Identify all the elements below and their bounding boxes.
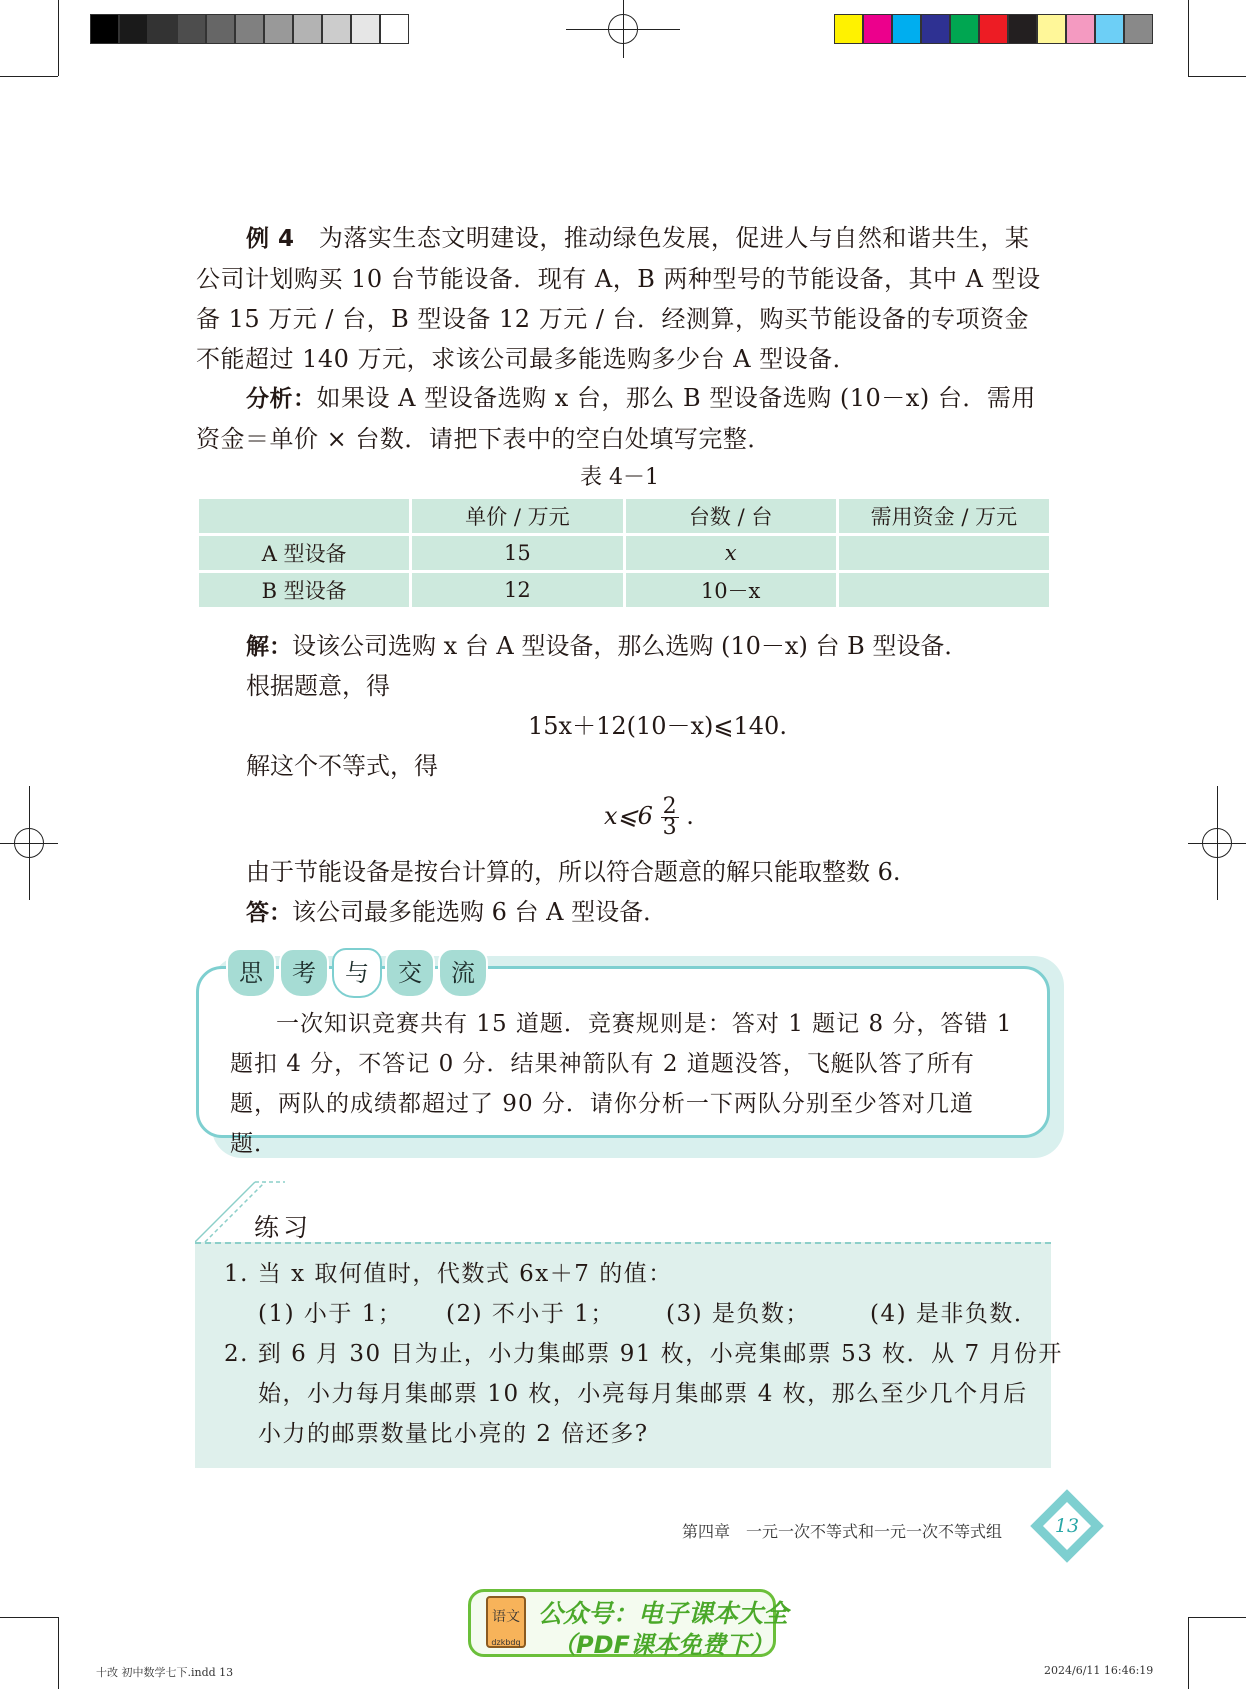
watermark-line-2: （PDF课本免费下） [552,1631,774,1659]
exercise-option: (2) 不小于 1； [446,1301,615,1327]
fraction-numerator: 2 [662,794,677,819]
fraction [661,794,679,840]
file-slug: 十改 初中数学七下.indd 13 [96,1666,234,1679]
table-header-cell: 需用资金 / 万元 [839,499,1049,533]
date-slug: 2024/6/11 16:46:19 [1044,1664,1154,1677]
watermark-line-1: 公众号：电子课本大全 [538,1599,789,1628]
exercise-question-2: 2. 到 6 月 30 日为止，小力集邮票 91 枚，小亮集邮票 53 枚．从 7 月份开 [224,1341,1063,1367]
grayscale-bar [90,14,409,44]
chapter-footer: 第四章 一元一次不等式和一元一次不等式组 [682,1522,1003,1541]
registration-mark [1217,786,1218,900]
crop-mark [0,76,58,77]
think-title-char: 考 [279,948,329,998]
table-header-cell [199,499,409,533]
book-icon-label: 语文 [492,1609,520,1625]
page-number: 13 [1054,1515,1080,1537]
solution-line [246,626,968,667]
solution-line: 由于节能设备是按台计算的，所以符合题意的解只能取整数 6. [246,858,901,886]
example-label: 例 4 [246,226,295,252]
answer-label: 答： [246,900,292,926]
table-row [199,536,1049,570]
solution-line: 解这个不等式，得 [246,752,438,780]
table-cell: 15 [412,536,622,570]
formula-result-prefix: x⩽6 [604,802,653,830]
book-icon [486,1596,526,1648]
answer-text: 该公司最多能选购 6 台 A 型设备． [292,898,668,926]
book-icon-sub: dzkbdq [491,1638,521,1647]
analysis-text: 如果设 A 型设备选购 x 台，那么 B 型设备选购 (10－x) 台．需用资金＝单价 × 台数．请把下表中的空白处填写完整． [196,384,1036,453]
crop-mark [1188,1617,1189,1689]
exercise-question-2-cont: 小力的邮票数量比小亮的 2 倍还多? [258,1421,649,1447]
table-cell: A 型设备 [199,536,409,570]
exercise-question-2-cont: 始，小力每月集邮票 10 枚，小亮每月集邮票 4 枚，那么至少几个月后 [258,1381,1028,1407]
table-row [199,573,1049,607]
table-cell: B 型设备 [199,573,409,607]
fraction-denominator: 3 [662,815,677,840]
analysis-label: 分析： [246,386,317,412]
example-paragraph [196,218,1052,379]
formula-result-suffix: . [686,802,694,830]
think-title-char: 流 [438,948,488,998]
table-cell: x [626,536,836,570]
exercise-question-1: 1. 当 x 取何值时，代数式 6x＋7 的值： [224,1261,673,1287]
exercise-option: (1) 小于 1； [258,1301,403,1327]
think-title-char: 思 [226,948,276,998]
solution-text: 设该公司选购 x 台 A 型设备，那么选购 (10－x) 台 B 型设备． [292,632,969,660]
analysis-paragraph [196,378,1052,459]
example-text: 为落实生态文明建设，推动绿色发展，促进人与自然和谐共生，某公司计划购买 10 台节能设备．现有 A，B 两种型号的节能设备，其中 A 型设备 15 万元 / 台，B 型设备 12 万元 / 台．经测算，购买节能设备的专项资金不能超过 140 万元，求该公司最多能选购多少台 A 型设备． [196,224,1041,373]
table-cell-blank [839,573,1049,607]
crop-mark [1188,1617,1246,1618]
crop-mark [58,1617,59,1689]
table-header-row [199,499,1049,533]
registration-mark [623,0,624,58]
table-cell: 12 [412,573,622,607]
color-bar [834,14,1153,44]
think-title-char: 与 [332,948,382,998]
table-header-cell: 单价 / 万元 [412,499,622,533]
solution-label: 解： [246,634,292,660]
solution-line: 根据题意，得 [246,672,390,700]
formula-result [604,796,694,838]
exercise-title: 练习 [254,1213,313,1242]
formula-inequality: 15x＋12(10－x)⩽140. [528,712,787,740]
table-cell-blank [839,536,1049,570]
think-text [230,1004,1020,1164]
think-text-content: 一次知识竞赛共有 15 道题．竞赛规则是：答对 1 题记 8 分，答错 1 题扣 4 分，不答记 0 分．结果神箭队有 2 道题没答，飞艇队答了所有题，两队的成绩都超过了 90 分．请你分析一下两队分别至少答对几道题． [230,1011,1013,1157]
crop-mark [1188,0,1189,76]
exercise-option: (4) 是非负数． [870,1301,1039,1327]
exercise-option: (3) 是负数； [666,1301,810,1327]
registration-mark [29,786,30,900]
crop-mark [58,0,59,76]
crop-mark [0,1617,58,1618]
crop-mark [1188,76,1246,77]
table-cell: 10－x [626,573,836,607]
think-title-char: 交 [385,948,435,998]
data-table [196,496,1052,610]
table-header-cell: 台数 / 台 [626,499,836,533]
answer-line [246,892,667,933]
table-caption: 表 4－1 [580,465,659,490]
